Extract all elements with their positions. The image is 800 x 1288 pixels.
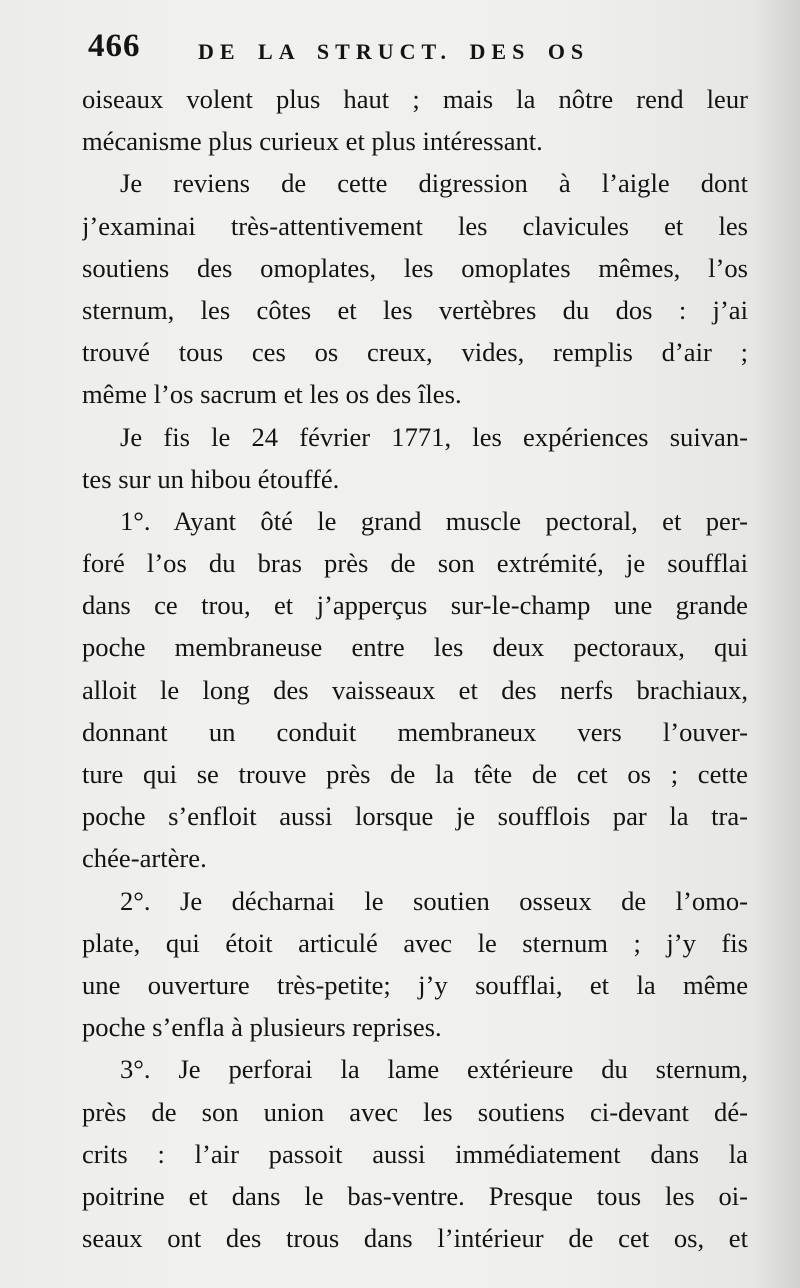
running-title: DE LA STRUCT. DES OS (198, 39, 590, 64)
text-line: poitrine et dans le bas-ventre. Presque tous les oi- (82, 1180, 748, 1211)
page-number: 466 (88, 28, 141, 64)
text-line: une ouverture très-petite; j’y soufflai, et la même (82, 969, 748, 1000)
text-line: oiseaux volent plus haut ; mais la nôtre rend leur (82, 84, 748, 114)
text-line: poche membraneuse entre les deux pectoraux, qui (82, 632, 748, 663)
text-line: foré l’os du bras près de son extrémité, je soufflai (82, 548, 748, 579)
text-line: plate, qui étoit articulé avec le sternum ; j’y fis (82, 927, 748, 958)
page-header (88, 28, 748, 76)
text-line: sternum, les côtes et les vertèbres du dos : j’ai (82, 294, 748, 325)
page-edge-shadow (756, 0, 800, 1288)
text-line: même l’os sacrum et les os des îles. (82, 379, 462, 410)
text-line: trouvé tous ces os creux, vides, remplis d’air ; (82, 337, 748, 368)
text-line: Je fis le 24 février 1771, les expériences suivan- (120, 421, 748, 452)
text-line: dans ce trou, et j’apperçus sur-le-champ une grande (82, 590, 748, 621)
text-line: chée-artère. (82, 843, 207, 874)
text-line: seaux ont des trous dans l’intérieur de cet os, et (82, 1223, 748, 1254)
text-line: près de son union avec les soutiens ci-devant dé- (82, 1096, 748, 1127)
body-text (82, 78, 748, 1259)
text-line: tes sur un hibou étouffé. (82, 463, 340, 494)
text-line: mécanisme plus curieux et plus intéressant. (82, 126, 543, 157)
text-line: donnant un conduit membraneux vers l’ouver- (82, 716, 748, 747)
text-line: 2°. Je décharnai le soutien osseux de l’omo- (120, 885, 748, 916)
text-line: crits : l’air passoit aussi immédiatement dans la (82, 1138, 748, 1169)
text-line: poche s’enfloit aussi lorsque je soufflois par la tra- (82, 801, 748, 832)
text-line: alloit le long des vaisseaux et des nerfs brachiaux, (82, 674, 748, 705)
text-line: ture qui se trouve près de la tête de cet os ; cette (82, 759, 748, 789)
text-line: j’examinai très-attentivement les clavicules et les (82, 210, 748, 241)
text-line: 1°. Ayant ôté le grand muscle pectoral, et per- (120, 505, 748, 536)
text-line: soutiens des omoplates, les omoplates mêmes, l’os (82, 252, 748, 283)
text-line: Je reviens de cette digression à l’aigle dont (120, 168, 748, 199)
text-line: poche s’enfla à plusieurs reprises. (82, 1012, 442, 1043)
text-line: 3°. Je perforai la lame extérieure du sternum, (120, 1054, 748, 1085)
